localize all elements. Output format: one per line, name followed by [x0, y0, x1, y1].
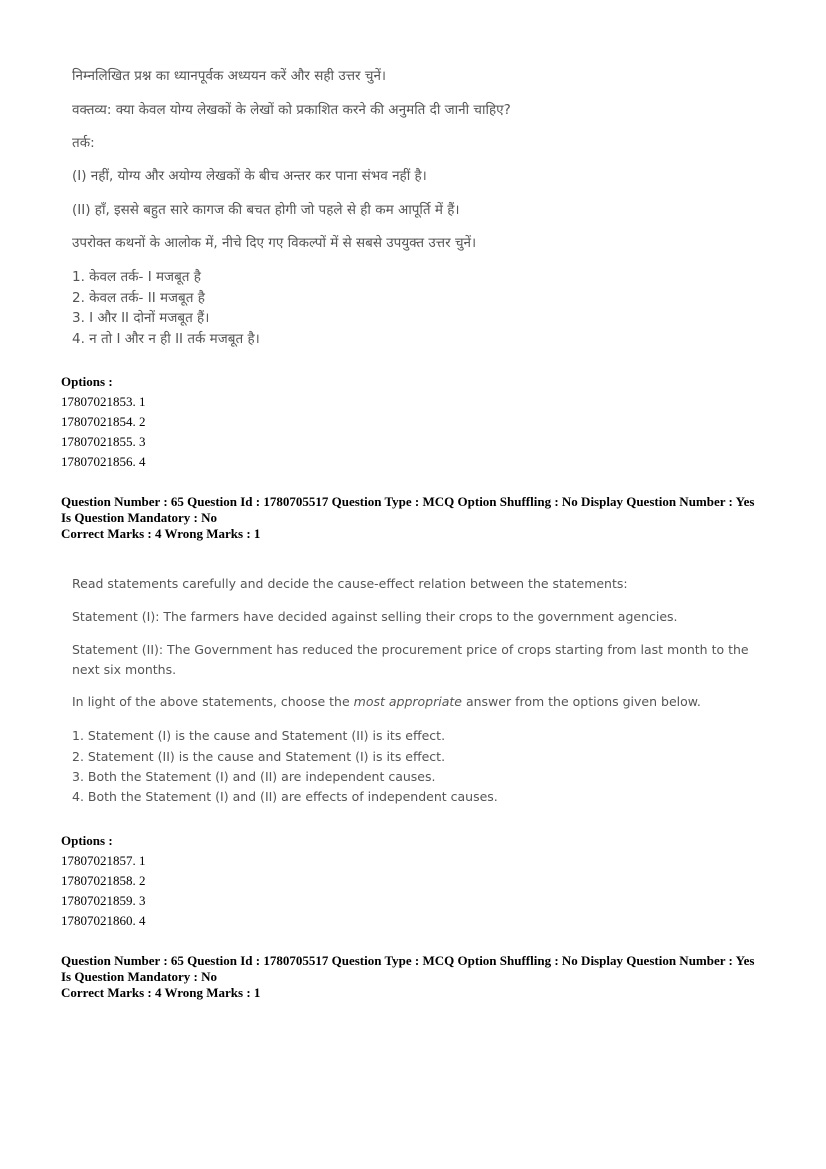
choice-item: 4. न तो I और न ही II तर्क मजबूत है। [72, 331, 260, 347]
prompt-text [72, 694, 701, 709]
choice-item: 2. Statement (II) is the cause and Statement (I) is its effect. [72, 749, 446, 764]
statement-2: Statement (II): The Government has reduced the procurement price of crops starting from last month to the next six months. [72, 642, 749, 677]
option-item: 17807021860. 4 [61, 913, 146, 928]
prompt-emphasis: most appropriate [353, 694, 462, 709]
prompt-before: In light of the above statements, choose the [72, 694, 354, 709]
choice-item: 2. केवल तर्क- II मजबूत है [72, 290, 205, 306]
options-label: Options : [61, 833, 113, 848]
options-list [61, 830, 146, 931]
meta-line: Question Number : 65 Question Id : 1780705517 Question Type : MCQ Option Shuffling : No Display Question Number : Yes [61, 953, 755, 968]
prompt-after: answer from the options given below. [461, 694, 701, 709]
option-item: 17807021855. 3 [61, 434, 146, 449]
instruction-text: निम्नलिखित प्रश्न का ध्यानपूर्वक अध्ययन करें और सही उत्तर चुनें। [72, 68, 387, 84]
choice-item: 3. I और II दोनों मजबूत हैं। [72, 310, 210, 326]
option-item: 17807021853. 1 [61, 394, 146, 409]
option-item: 17807021856. 4 [61, 454, 146, 469]
instruction-text: Read statements carefully and decide the cause-effect relation between the statements: [72, 576, 628, 591]
meta-line: Question Number : 65 Question Id : 1780705517 Question Type : MCQ Option Shuffling : No Display Question Number : Yes [61, 494, 755, 509]
statement-text: वक्तव्य: क्या केवल योग्य लेखकों के लेखों को प्रकाशित करने की अनुमति दी जानी चाहिए? [72, 102, 511, 118]
choice-item: 3. Both the Statement (I) and (II) are independent causes. [72, 769, 436, 784]
meta-line: Is Question Mandatory : No [61, 510, 218, 525]
choice-item: 4. Both the Statement (I) and (II) are effects of independent causes. [72, 789, 498, 804]
options-list [61, 371, 146, 472]
option-item: 17807021858. 2 [61, 873, 146, 888]
question-meta [61, 494, 781, 542]
choice-item: 1. केवल तर्क- I मजबूत है [72, 269, 201, 285]
choice-item: 1. Statement (I) is the cause and Statement (II) is its effect. [72, 728, 446, 743]
statement-1: Statement (I): The farmers have decided against selling their crops to the government agencies. [72, 609, 678, 624]
question-meta [61, 953, 781, 1001]
option-item: 17807021859. 3 [61, 893, 146, 908]
meta-line: Correct Marks : 4 Wrong Marks : 1 [61, 985, 261, 1000]
meta-line: Correct Marks : 4 Wrong Marks : 1 [61, 526, 261, 541]
argument-1: (I) नहीं, योग्य और अयोग्य लेखकों के बीच अन्तर कर पाना संभव नहीं है। [72, 168, 427, 184]
option-item: 17807021854. 2 [61, 414, 146, 429]
arguments-label: तर्क: [72, 135, 95, 151]
meta-line: Is Question Mandatory : No [61, 969, 218, 984]
argument-2: (II) हाँ, इससे बहुत सारे कागज की बचत होगी जो पहले से ही कम आपूर्ति में हैं। [72, 202, 460, 218]
options-label: Options : [61, 374, 113, 389]
prompt-text: उपरोक्त कथनों के आलोक में, नीचे दिए गए विकल्पों में से सबसे उपयुक्त उत्तर चुनें। [72, 235, 477, 251]
option-item: 17807021857. 1 [61, 853, 146, 868]
